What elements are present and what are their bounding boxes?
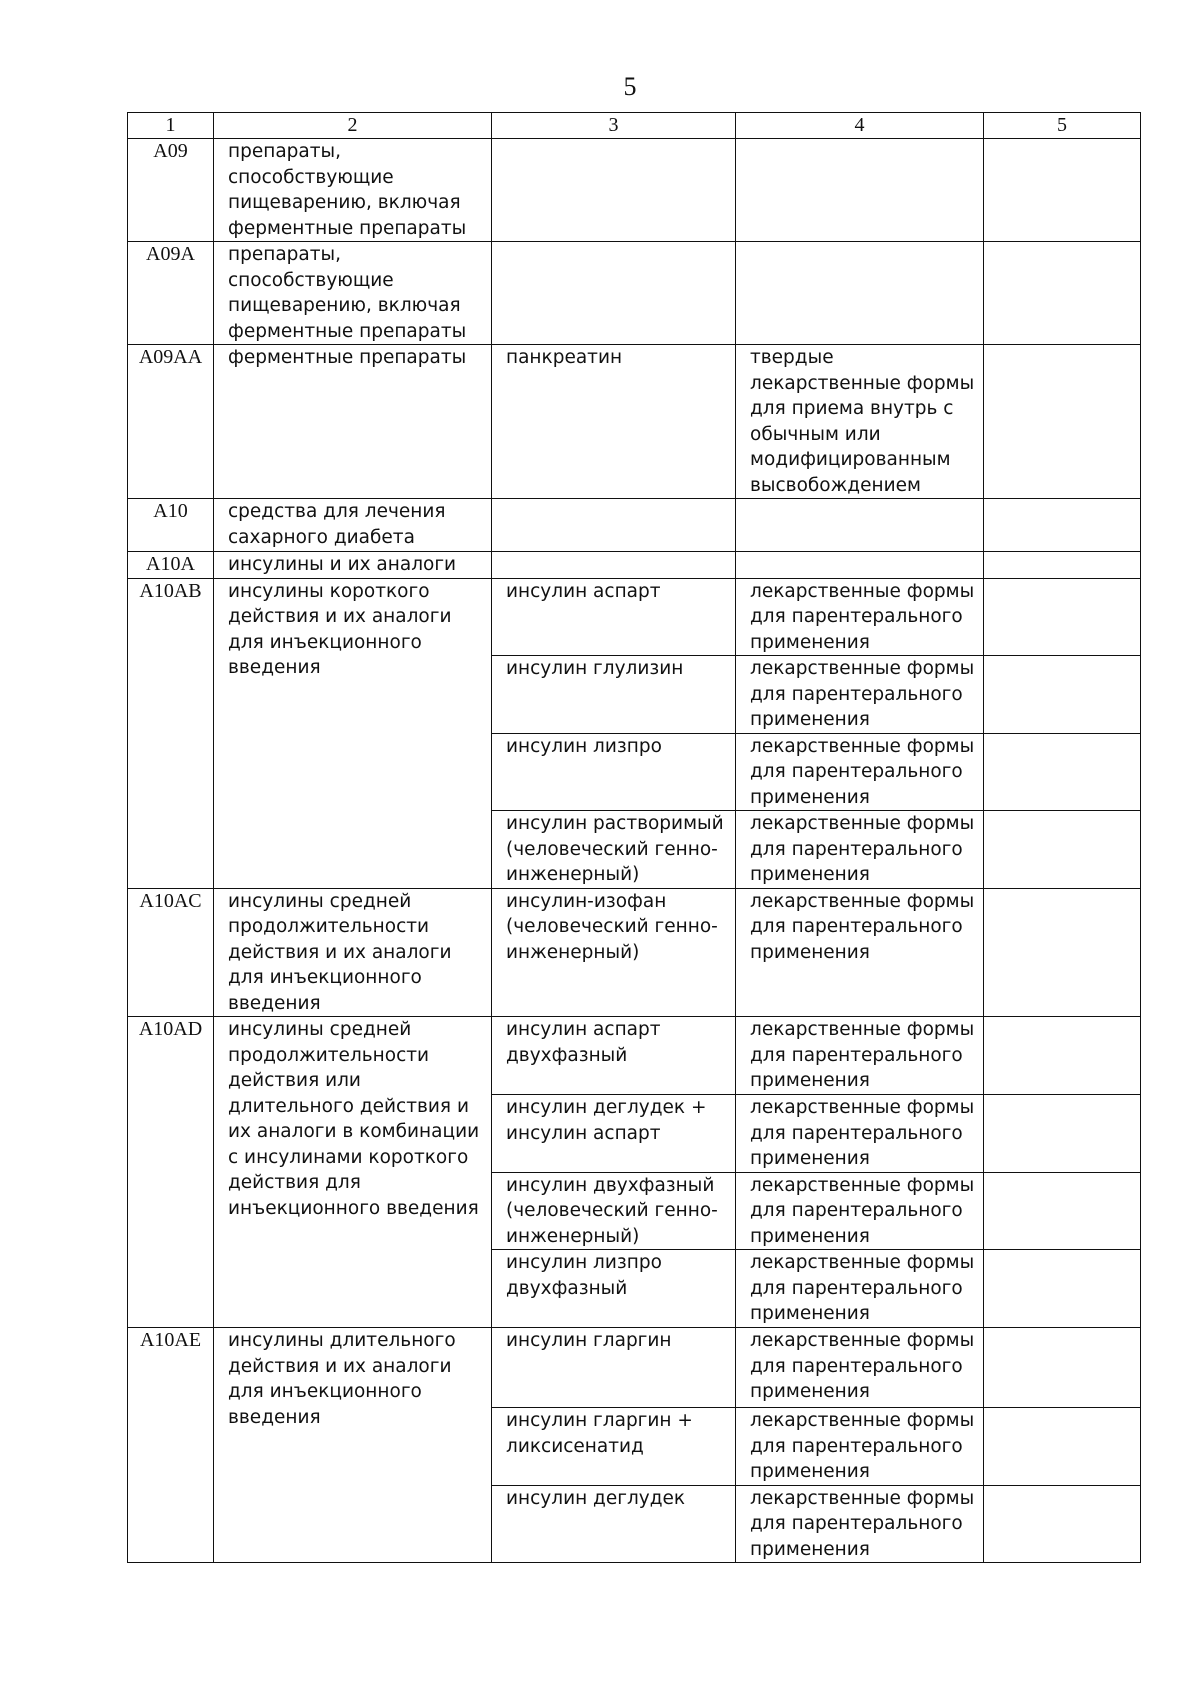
note-cell <box>984 1250 1141 1328</box>
dosage-form-cell: лекарственные формы для парентерального применения <box>736 1485 984 1563</box>
note-cell <box>984 811 1141 889</box>
atc-code-cell: A09 <box>128 139 214 242</box>
drug-name-cell: инсулин гларгин + ликсисенатид <box>492 1408 736 1486</box>
atc-code-cell: A10AB <box>128 578 214 888</box>
drug-name-cell: инсулин растворимый (человеческий генно-инженерный) <box>492 811 736 889</box>
atc-code-cell: A09A <box>128 242 214 345</box>
dosage-form-cell <box>736 242 984 345</box>
dosage-form-cell: твердые лекарственные формы для приема внутрь с обычным или модифицированным высвобождением <box>736 345 984 499</box>
drug-table <box>127 112 1141 1563</box>
atc-group-cell: инсулины средней продолжительности действия и их аналоги для инъекционного введения <box>214 888 492 1017</box>
atc-code-cell: A10A <box>128 552 214 579</box>
note-cell <box>984 1485 1141 1563</box>
table-row <box>128 888 1141 1017</box>
table-row <box>128 139 1141 242</box>
note-cell <box>984 499 1141 552</box>
table-row <box>128 578 1141 656</box>
drug-name-cell: инсулин аспарт двухфазный <box>492 1017 736 1095</box>
atc-group-cell: инсулины длительного действия и их аналоги для инъекционного введения <box>214 1328 492 1563</box>
drug-name-cell <box>492 242 736 345</box>
drug-name-cell: инсулин гларгин <box>492 1328 736 1408</box>
note-cell <box>984 139 1141 242</box>
atc-group-cell: инсулины и их аналоги <box>214 552 492 579</box>
atc-group-cell: инсулины средней продолжительности действия или длительного действия и их аналоги в комбинации с инсулинами короткого действия для инъекционного введения <box>214 1017 492 1328</box>
dosage-form-cell: лекарственные формы для парентерального применения <box>736 1250 984 1328</box>
note-cell <box>984 656 1141 734</box>
drug-name-cell: инсулин аспарт <box>492 578 736 656</box>
dosage-form-cell: лекарственные формы для парентерального применения <box>736 1095 984 1173</box>
header-cell: 2 <box>214 113 492 139</box>
header-cell: 5 <box>984 113 1141 139</box>
table-row <box>128 242 1141 345</box>
drug-name-cell: панкреатин <box>492 345 736 499</box>
dosage-form-cell: лекарственные формы для парентерального применения <box>736 578 984 656</box>
drug-name-cell: инсулин двухфазный (человеческий генно-инженерный) <box>492 1172 736 1250</box>
drug-name-cell: инсулин деглудек + инсулин аспарт <box>492 1095 736 1173</box>
note-cell <box>984 552 1141 579</box>
dosage-form-cell: лекарственные формы для парентерального применения <box>736 888 984 1017</box>
note-cell <box>984 1017 1141 1095</box>
drug-name-cell: инсулин-изофан (человеческий генно-инженерный) <box>492 888 736 1017</box>
atc-code-cell: A09AA <box>128 345 214 499</box>
atc-group-cell: ферментные препараты <box>214 345 492 499</box>
dosage-form-cell: лекарственные формы для парентерального применения <box>736 733 984 811</box>
dosage-form-cell: лекарственные формы для парентерального применения <box>736 1328 984 1408</box>
drug-name-cell: инсулин лизпро <box>492 733 736 811</box>
dosage-form-cell: лекарственные формы для парентерального применения <box>736 1408 984 1486</box>
note-cell <box>984 1408 1141 1486</box>
note-cell <box>984 345 1141 499</box>
dosage-form-cell: лекарственные формы для парентерального применения <box>736 656 984 734</box>
table-row <box>128 499 1141 552</box>
dosage-form-cell <box>736 139 984 242</box>
drug-name-cell <box>492 139 736 242</box>
drug-name-cell <box>492 499 736 552</box>
atc-code-cell: A10AC <box>128 888 214 1017</box>
dosage-form-cell <box>736 552 984 579</box>
note-cell <box>984 733 1141 811</box>
atc-group-cell: препараты, способствующие пищеварению, включая ферментные препараты <box>214 242 492 345</box>
note-cell <box>984 1328 1141 1408</box>
dosage-form-cell: лекарственные формы для парентерального применения <box>736 811 984 889</box>
table-row <box>128 345 1141 499</box>
atc-code-cell: A10 <box>128 499 214 552</box>
atc-code-cell: A10AE <box>128 1328 214 1563</box>
table-row <box>128 552 1141 579</box>
note-cell <box>984 242 1141 345</box>
dosage-form-cell: лекарственные формы для парентерального применения <box>736 1017 984 1095</box>
note-cell <box>984 1095 1141 1173</box>
header-cell: 3 <box>492 113 736 139</box>
dosage-form-cell <box>736 499 984 552</box>
note-cell <box>984 578 1141 656</box>
note-cell <box>984 888 1141 1017</box>
atc-group-cell: средства для лечения сахарного диабета <box>214 499 492 552</box>
dosage-form-cell: лекарственные формы для парентерального применения <box>736 1172 984 1250</box>
drug-name-cell <box>492 552 736 579</box>
page-number: 5 <box>623 72 637 101</box>
table-row <box>128 1328 1141 1408</box>
header-cell: 1 <box>128 113 214 139</box>
atc-code-cell: A10AD <box>128 1017 214 1328</box>
header-cell: 4 <box>736 113 984 139</box>
drug-name-cell: инсулин глулизин <box>492 656 736 734</box>
drug-name-cell: инсулин лизпро двухфазный <box>492 1250 736 1328</box>
table-row <box>128 1017 1141 1095</box>
note-cell <box>984 1172 1141 1250</box>
drug-name-cell: инсулин деглудек <box>492 1485 736 1563</box>
atc-group-cell: препараты, способствующие пищеварению, включая ферментные препараты <box>214 139 492 242</box>
atc-group-cell: инсулины короткого действия и их аналоги для инъекционного введения <box>214 578 492 888</box>
table-body <box>128 139 1141 1563</box>
header-row <box>128 113 1141 139</box>
